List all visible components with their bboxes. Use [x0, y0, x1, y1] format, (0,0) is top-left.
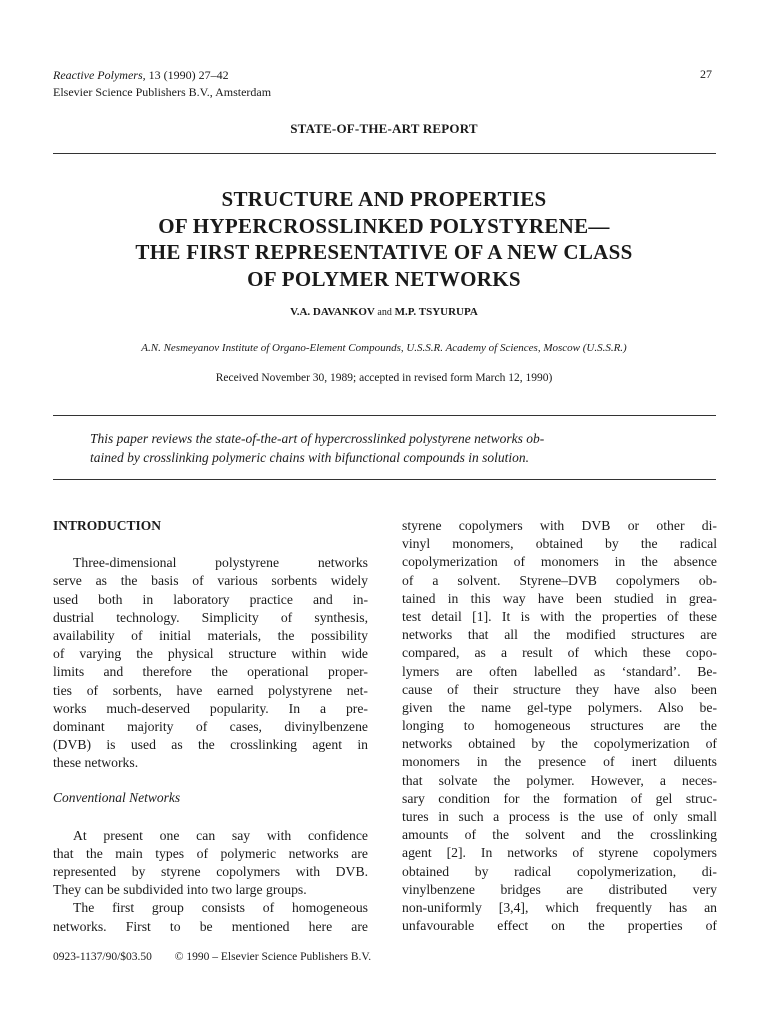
- text-line: of a solvent. Styrene–DVB copolymers ob-: [402, 572, 717, 588]
- title-line: STRUCTURE AND PROPERTIES: [221, 187, 547, 211]
- text-line: agent [2]. In networks of styrene copolymers: [402, 845, 717, 861]
- text-line: vinyl monomers, obtained by the radical: [402, 536, 717, 552]
- left-column: [53, 517, 368, 936]
- conventional-networks-subheading: Conventional Networks: [53, 790, 181, 806]
- abstract-bottom-rule: [53, 479, 716, 480]
- text-line: compared, as a result of which these copo-: [402, 645, 717, 661]
- text-line: At present one can say with confidence: [73, 827, 368, 843]
- text-line: test detail [1]. It is with the properties of these: [402, 608, 717, 624]
- text-line: non-uniformly [3,4], which frequently has an: [402, 899, 717, 915]
- publisher-line: Elsevier Science Publishers B.V., Amsterdam: [53, 85, 272, 99]
- text-line: They can be subdivided into two large groups.: [53, 882, 307, 898]
- text-line: monomers in the presence of inert diluents: [402, 754, 717, 770]
- abstract-line: This paper reviews the state-of-the-art of hypercrosslinked polystyrene networks ob-: [90, 431, 545, 446]
- text-line: these networks.: [53, 755, 139, 771]
- authors: [0, 306, 768, 318]
- title-line: OF HYPERCROSSLINKED POLYSTYRENE—: [158, 213, 610, 238]
- text-line: used both in laboratory practice and in-: [53, 591, 368, 607]
- report-type: STATE-OF-THE-ART REPORT: [290, 121, 478, 136]
- text-line: (DVB) is used as the crosslinking agent in: [53, 737, 368, 753]
- text-line: serve as the basis of various sorbents widely: [53, 573, 368, 589]
- journal-name: Reactive Polymers,: [53, 68, 146, 82]
- journal-citation: [53, 67, 229, 84]
- text-line: longing to homogeneous structures are the: [402, 718, 717, 734]
- journal-volume-pages: 13 (1990) 27–42: [145, 68, 229, 82]
- introduction-heading: INTRODUCTION: [53, 518, 162, 533]
- text-line: vinylbenzene bridges are distributed very: [402, 881, 717, 897]
- title-line: OF POLYMER NETWORKS: [247, 266, 521, 291]
- header-rule: [53, 153, 716, 154]
- right-column: [402, 517, 717, 935]
- text-line: represented by styrene copolymers with DVB.: [53, 864, 368, 879]
- copyright-notice: © 1990 – Elsevier Science Publishers B.V.: [174, 951, 372, 963]
- text-line: styrene copolymers with DVB or other di-: [402, 518, 717, 533]
- author-name: V.A. DAVANKOV: [290, 306, 375, 318]
- text-line: of varying the physical structure within wide: [53, 646, 368, 662]
- text-line: tures in such a process is the use of only small: [402, 809, 717, 824]
- text-line: networks that all the modified structures are: [402, 627, 717, 643]
- text-line: that the main types of polymeric networks are: [53, 845, 368, 861]
- text-line: obtained by radical copolymerization, di-: [402, 863, 717, 879]
- title-line: THE FIRST REPRESENTATIVE OF A NEW CLASS: [135, 240, 633, 264]
- abstract-top-rule: [53, 415, 716, 416]
- text-line: lymers are often labelled as ‘standard’. Be-: [402, 663, 717, 679]
- text-line: Three-dimensional polystyrene networks: [73, 555, 368, 571]
- author-conjunction: and: [377, 307, 392, 318]
- text-line: tained in this way have been studied in grea-: [402, 590, 717, 606]
- author-name: M.P. TSYURUPA: [394, 306, 478, 318]
- text-line: The first group consists of homogeneous: [73, 900, 368, 916]
- abstract-line: tained by crosslinking polymeric chains with bifunctional compounds in solution.: [90, 450, 529, 465]
- received-dates: Received November 30, 1989; accepted in revised form March 12, 1990): [215, 372, 553, 384]
- abstract: [90, 429, 680, 467]
- text-line: unfavourable effect on the properties of: [402, 918, 717, 934]
- text-line: dustrial technology. Simplicity of synthesis,: [53, 609, 368, 625]
- text-line: sary condition for the formation of gel struc-: [402, 790, 717, 806]
- text-line: limits and therefore the operational proper-: [53, 664, 368, 680]
- text-line: ties of sorbents, have earned polystyrene net-: [53, 682, 368, 698]
- text-line: availability of initial materials, the possibility: [53, 627, 368, 643]
- text-line: networks obtained by the copolymerization of: [402, 736, 717, 752]
- page-number: 27: [700, 67, 712, 81]
- issn-price-code: 0923-1137/90/$03.50: [53, 951, 152, 963]
- text-line: given the name gel-type polymers. Also be-: [402, 699, 717, 715]
- text-line: that solvate the polymer. However, a neces-: [402, 772, 717, 788]
- article-title: [0, 186, 768, 292]
- text-line: networks. First to be mentioned here are: [53, 918, 368, 934]
- page-footer: [53, 951, 371, 963]
- text-line: cause of their structure they have also been: [402, 681, 717, 697]
- text-line: amounts of the solvent and the crosslinking: [402, 827, 717, 843]
- text-line: copolymerization of monomers in the absence: [402, 554, 717, 570]
- text-line: works much-deserved popularity. In a pre-: [53, 700, 368, 716]
- text-line: dominant majority of cases, divinylbenzene: [53, 718, 368, 734]
- affiliation: A.N. Nesmeyanov Institute of Organo-Element Compounds, U.S.S.R. Academy of Sciences, Moscow (U.S.S.R.): [141, 342, 627, 354]
